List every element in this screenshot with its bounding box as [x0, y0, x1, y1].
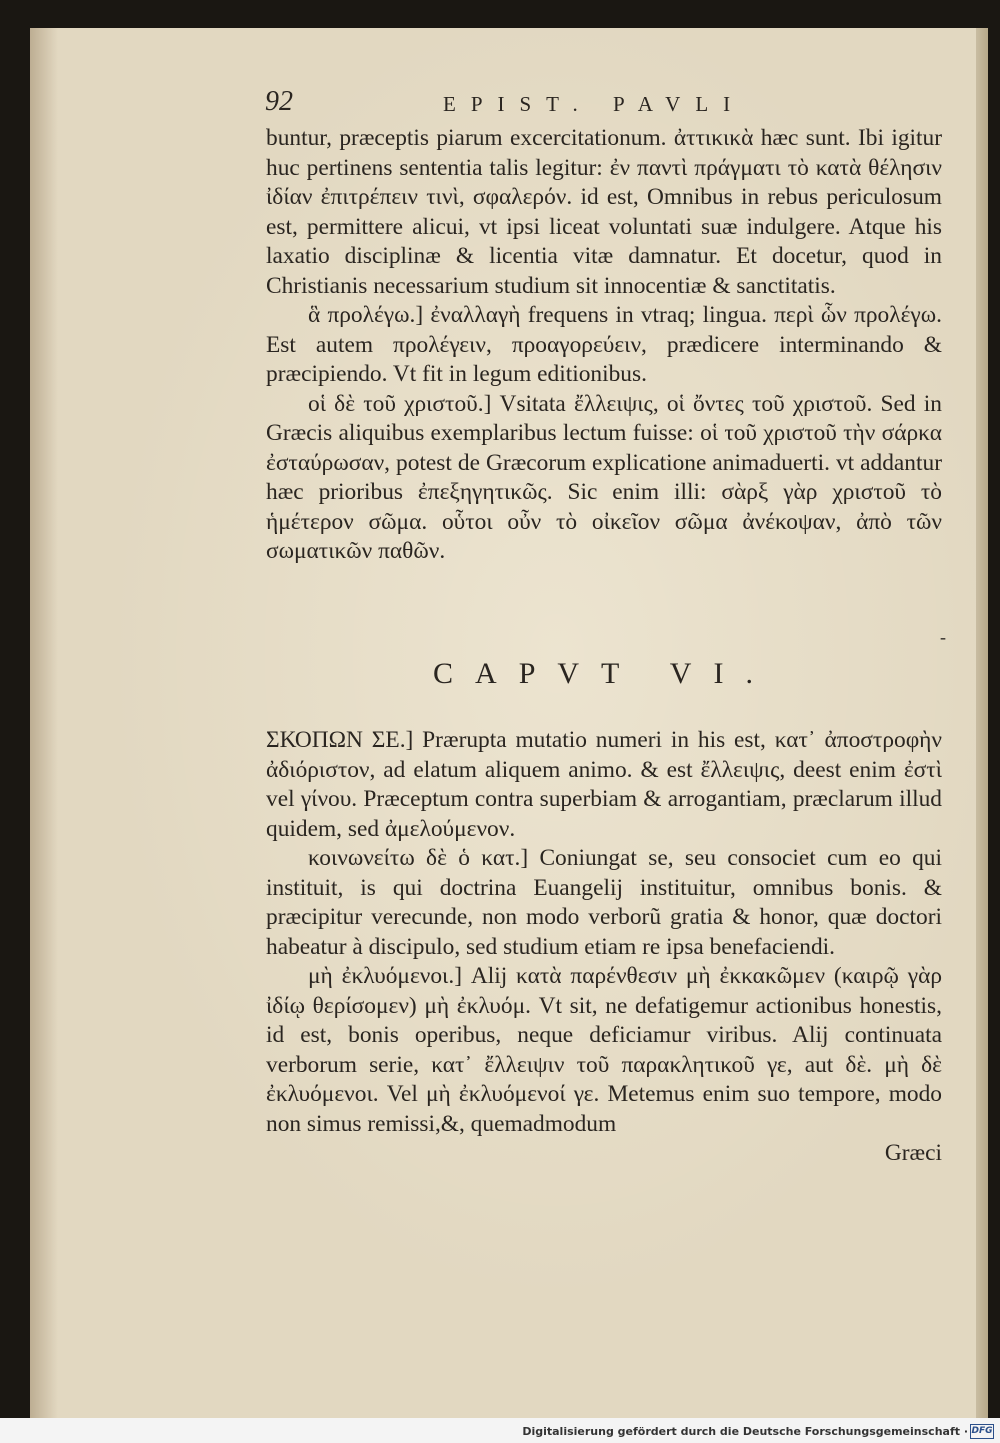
footer-credit: Digitalisierung gefördert durch die Deutsche Forschungsgemeinschaft ·: [522, 1425, 968, 1438]
paragraph: μὴ ἐκλυόμενοι.] Alij κατὰ παρένθεσιν μὴ ἐκκακῶμεν (καιρῷ γὰρ ἰδίῳ θερίσομεν) μὴ ἐκλυόμ. Vt sit, ne defatigemur actionibus honestis, id est, bonis operibus, neque deficiamur viribus. Alij continuata verborum serie, κατ᾽ ἔλλειψιν τοῦ παρακλητικοῦ γε, aut δὲ. μὴ δὲ ἐκλυόμενοι. Vel μὴ ἐκλυόμενοί γε. Metemus enim suo tempore, modo non simus remissi,&, quemadmodum: [266, 963, 942, 1137]
page-edge: [976, 28, 988, 1418]
text-block-chapter-vi: [266, 726, 942, 1169]
running-head: [265, 86, 905, 120]
chapter-heading: CAPVT VI.: [433, 657, 775, 690]
paragraph: ἃ προλέγω.] ἐναλλαγὴ frequens in vtraq; lingua. περὶ ὧν προλέγω. Est autem προλέγειν, προαγορεύειν, prædicere interminando & præcipiendo. Vt fit in legum editionibus.: [266, 302, 942, 387]
margin-mark: ‐: [940, 627, 946, 647]
paragraph: οἱ δὲ τοῦ χριστοῦ.] Vsitata ἔλλειψις, οἱ ὄντες τοῦ χριστοῦ. Sed in Græcis aliquibus exemplaribus lectum fuisse: οἱ τοῦ χριστοῦ τὴν σάρκα ἐσταύρωσαν, potest de Græcorum explicatione animaduerti. vt addantur hæc prioribus ἐπεξηγητικῶς. Sic enim illi: σὰρξ γὰρ χριστοῦ τὸ ἡμέτερον σῶμα. οὗτοι οὖν τὸ οἰκεῖον σῶμα ἀνέκοψαν, ἀπὸ τῶν σωματικῶν παθῶν.: [266, 390, 942, 564]
catchword: Græci: [884, 1140, 942, 1166]
running-head-title: EPIST. PAVLI: [443, 92, 746, 116]
text-block-chapter-v: [266, 124, 942, 567]
paragraph: buntur, præceptis piarum excercitationum. ἀττικικὰ hæc sunt. Ibi igitur huc pertinens sententia talis legitur: ἐν παντὶ πράγματι τὸ κατὰ θέλησιν ἰδίαν ἐπιτρέπειν τινὶ, σφαλερόν. id est, Omnibus in rebus periculosum est, permittere alicui, vt ipsi liceat voluntati suæ indulgere. Atque his laxatio disciplinæ & licentia vitæ damnatur. Et docetur, quod in Christianis necessarium studium sit innocentiæ & sanctitatis.: [266, 125, 942, 299]
page-number: 92: [265, 86, 293, 117]
paragraph: κοινωνείτω δὲ ὁ κατ.] Coniungat se, seu consociet cum eo qui instituit, is qui doctrina Euangelij instituitur, omnibus bonis. & præcipitur verecunde, non modo verborũ gratia & honor, quæ doctori habeatur à discipulo, sed studium etiam re ipsa benefaciendi.: [266, 845, 942, 960]
dfg-logo: DFG: [970, 1424, 994, 1439]
paragraph: ΣΚΟΠΩΝ ΣΕ.] Prærupta mutatio numeri in his est, κατ᾽ ἀποστροφὴν ἀδιόριστον, ad elatum aliquem animo. & est ἔλλειψις, deest enim ἐστὶ vel γίνου. Præceptum contra superbiam & arrogantiam, præclarum illud quidem, sed ἀμελούμενον.: [266, 727, 942, 842]
